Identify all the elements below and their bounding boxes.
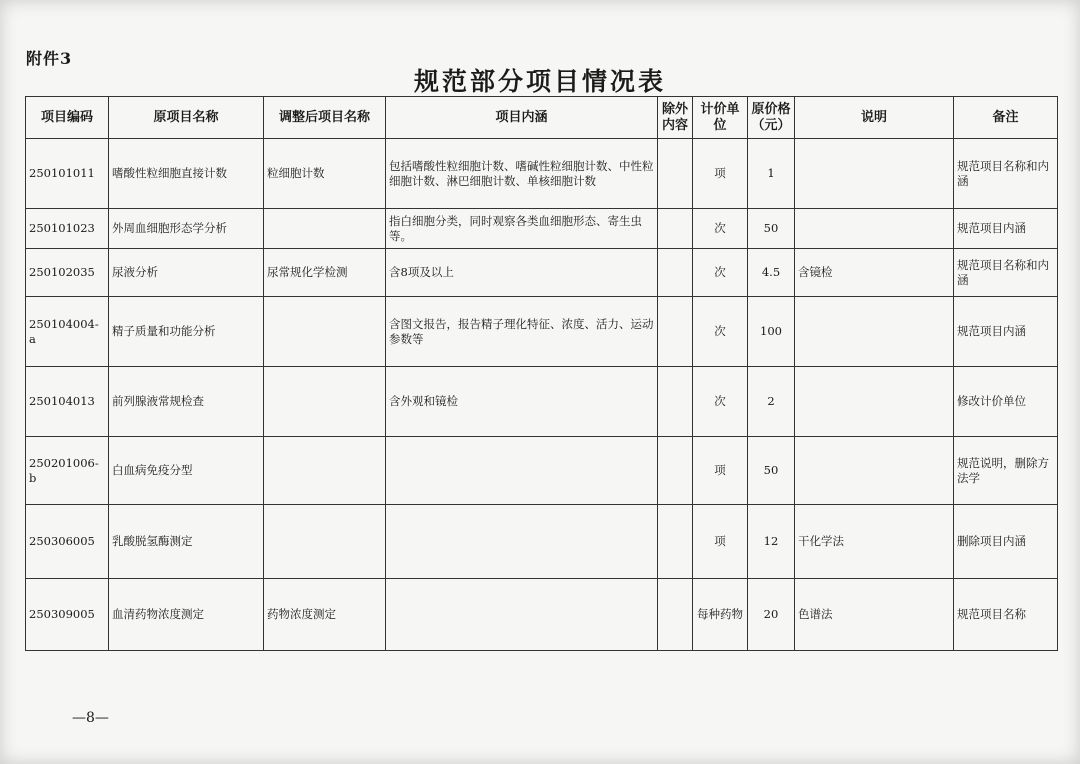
cell-content (386, 579, 658, 651)
cell-excluded (658, 209, 693, 249)
project-table (25, 96, 1058, 651)
cell-unit: 次 (693, 367, 748, 437)
cell-content (386, 437, 658, 505)
cell-unit: 次 (693, 297, 748, 367)
header-original-name: 原项目名称 (109, 97, 264, 139)
header-note: 说明 (795, 97, 954, 139)
cell-remark: 规范项目名称 (954, 579, 1058, 651)
cell-note: 色谱法 (795, 579, 954, 651)
cell-code: 250104013 (26, 367, 109, 437)
table-row (26, 297, 1058, 367)
page-title: 规范部分项目情况表 (413, 67, 666, 96)
cell-content (386, 505, 658, 579)
cell-original-name: 外周血细胞形态学分析 (109, 209, 264, 249)
cell-note (795, 209, 954, 249)
header-unit: 计价单位 (693, 97, 748, 139)
table-row (26, 437, 1058, 505)
cell-unit: 项 (693, 505, 748, 579)
cell-note: 干化学法 (795, 505, 954, 579)
cell-original-name: 嗜酸性粒细胞直接计数 (109, 139, 264, 209)
cell-adjusted-name: 尿常规化学检测 (264, 249, 386, 297)
cell-price: 20 (748, 579, 795, 651)
cell-original-name: 乳酸脱氢酶测定 (109, 505, 264, 579)
table-row (26, 249, 1058, 297)
cell-note: 含镜检 (795, 249, 954, 297)
table-row (26, 505, 1058, 579)
cell-adjusted-name (264, 437, 386, 505)
header-price: 原价格（元） (748, 97, 795, 139)
header-content: 项目内涵 (386, 97, 658, 139)
cell-unit: 项 (693, 139, 748, 209)
cell-original-name: 白血病免疫分型 (109, 437, 264, 505)
cell-excluded (658, 367, 693, 437)
cell-original-name: 精子质量和功能分析 (109, 297, 264, 367)
cell-code: 250309005 (26, 579, 109, 651)
page-number: —8— (72, 710, 109, 726)
cell-adjusted-name: 粒细胞计数 (264, 139, 386, 209)
cell-note (795, 367, 954, 437)
cell-original-name: 血清药物浓度测定 (109, 579, 264, 651)
cell-excluded (658, 579, 693, 651)
cell-excluded (658, 505, 693, 579)
cell-note (795, 139, 954, 209)
cell-content: 含图文报告，报告精子理化特征、浓度、活力、运动参数等 (386, 297, 658, 367)
cell-remark: 规范项目名称和内涵 (954, 249, 1058, 297)
table-row (26, 139, 1058, 209)
cell-unit: 次 (693, 249, 748, 297)
cell-excluded (658, 437, 693, 505)
header-adjusted-name: 调整后项目名称 (264, 97, 386, 139)
cell-price: 100 (748, 297, 795, 367)
cell-note (795, 437, 954, 505)
cell-original-name: 前列腺液常规检查 (109, 367, 264, 437)
cell-price: 1 (748, 139, 795, 209)
cell-price: 50 (748, 437, 795, 505)
table-row (26, 579, 1058, 651)
cell-note (795, 297, 954, 367)
cell-adjusted-name (264, 367, 386, 437)
cell-remark: 修改计价单位 (954, 367, 1058, 437)
cell-original-name: 尿液分析 (109, 249, 264, 297)
cell-content: 指白细胞分类，同时观察各类血细胞形态、寄生虫等。 (386, 209, 658, 249)
header-excluded: 除外内容 (658, 97, 693, 139)
cell-remark: 规范项目名称和内涵 (954, 139, 1058, 209)
table-row (26, 209, 1058, 249)
cell-adjusted-name (264, 297, 386, 367)
cell-unit: 每种药物 (693, 579, 748, 651)
cell-excluded (658, 249, 693, 297)
cell-code: 250102035 (26, 249, 109, 297)
cell-adjusted-name (264, 209, 386, 249)
cell-excluded (658, 297, 693, 367)
cell-remark: 删除项目内涵 (954, 505, 1058, 579)
cell-remark: 规范项目内涵 (954, 297, 1058, 367)
cell-adjusted-name (264, 505, 386, 579)
cell-price: 4.5 (748, 249, 795, 297)
cell-remark: 规范说明，删除方法学 (954, 437, 1058, 505)
cell-unit: 次 (693, 209, 748, 249)
cell-code: 250101023 (26, 209, 109, 249)
cell-content: 含外观和镜检 (386, 367, 658, 437)
cell-code: 250201006-b (26, 437, 109, 505)
annex-label: 附件3 (26, 49, 73, 68)
header-code: 项目编码 (26, 97, 109, 139)
cell-code: 250101011 (26, 139, 109, 209)
cell-code: 250104004-a (26, 297, 109, 367)
cell-excluded (658, 139, 693, 209)
table-row (26, 367, 1058, 437)
cell-remark: 规范项目内涵 (954, 209, 1058, 249)
cell-content: 包括嗜酸性粒细胞计数、嗜碱性粒细胞计数、中性粒细胞计数、淋巴细胞计数、单核细胞计数 (386, 139, 658, 209)
header-row (26, 97, 1058, 139)
cell-price: 12 (748, 505, 795, 579)
cell-price: 2 (748, 367, 795, 437)
cell-price: 50 (748, 209, 795, 249)
header-remark: 备注 (954, 97, 1058, 139)
cell-unit: 项 (693, 437, 748, 505)
cell-adjusted-name: 药物浓度测定 (264, 579, 386, 651)
cell-content: 含8项及以上 (386, 249, 658, 297)
cell-code: 250306005 (26, 505, 109, 579)
